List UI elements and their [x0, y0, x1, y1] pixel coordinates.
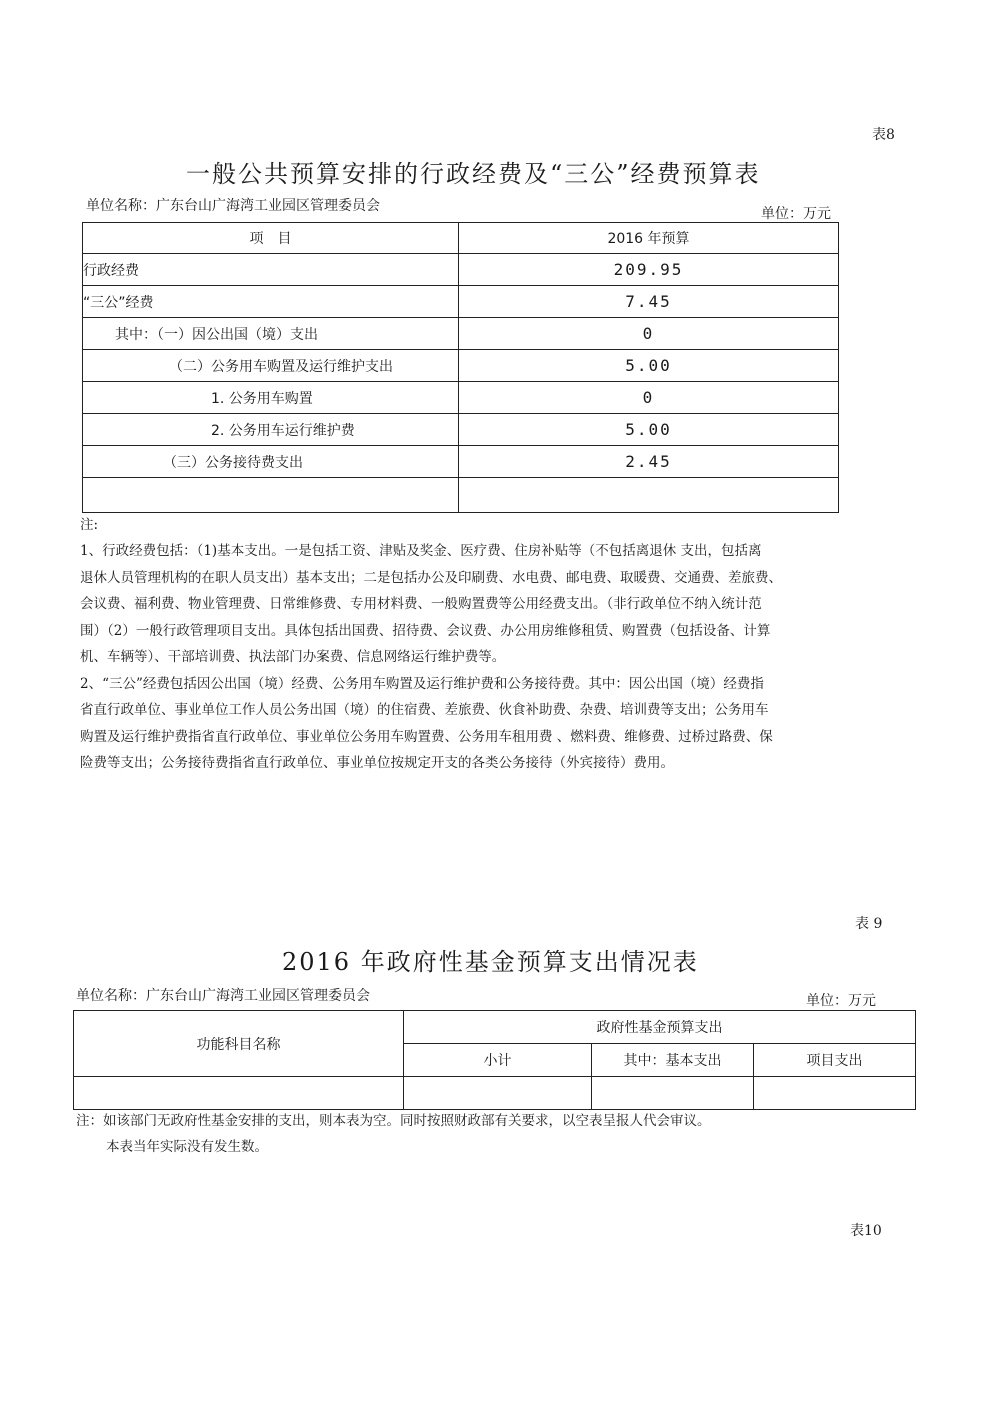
row-value: 209.95 — [459, 254, 839, 286]
row-label: （二）公务用车购置及运行维护支出 — [83, 350, 459, 382]
table8-unit-name: 单位名称：广东台山广海湾工业园区管理委员会 — [86, 198, 380, 214]
table9-header-project: 项目支出 — [754, 1044, 916, 1077]
row-label — [83, 478, 459, 513]
table-number-8: 表8 — [872, 127, 895, 143]
table-row — [83, 254, 839, 286]
row-label: 1. 公务用车购置 — [83, 382, 459, 414]
table-number-9: 表 9 — [855, 916, 883, 932]
table8-header-item: 项 目 — [83, 223, 459, 254]
table-row — [83, 318, 839, 350]
row-label: 行政经费 — [83, 254, 459, 286]
note-line: 1、行政经费包括：（1)基本支出。一是包括工资、津贴及奖金、医疗费、住房补贴等（不包括离退休 支出，包括离 — [80, 543, 762, 559]
note-line: 省直行政单位、事业单位工作人员公务出国（境）的住宿费、差旅费、伙食补助费、杂费、培训费等支出；公务用车 — [80, 702, 769, 718]
table9-header-subtotal: 小计 — [404, 1044, 592, 1077]
table9-note-2: 本表当年实际没有发生数。 — [106, 1139, 268, 1155]
table9-header-basic: 其中：基本支出 — [592, 1044, 754, 1077]
row-label: 其中：（一）因公出国（境）支出 — [83, 318, 459, 350]
table9-header-row-1 — [74, 1011, 916, 1044]
table9-cell — [754, 1077, 916, 1110]
table9-header-func: 功能科目名称 — [74, 1011, 404, 1077]
table8-notes — [80, 538, 782, 777]
table8-title: 一般公共预算安排的行政经费及“三公”经费预算表 — [186, 160, 761, 188]
row-label: “三公”经费 — [83, 286, 459, 318]
table9-unit: 单位：万元 — [806, 993, 876, 1009]
table-row — [83, 478, 839, 513]
row-value: 0 — [459, 318, 839, 350]
table-row — [83, 414, 839, 446]
row-value: 0 — [459, 382, 839, 414]
row-value: 5.00 — [459, 414, 839, 446]
table9-header-group: 政府性基金预算支出 — [404, 1011, 916, 1044]
table9-note-1: 注：如该部门无政府性基金安排的支出，则本表为空。同时按照财政部有关要求，以空表呈报人代会审议。 — [76, 1113, 711, 1129]
table-row — [83, 350, 839, 382]
table9-cell — [592, 1077, 754, 1110]
row-value: 5.00 — [459, 350, 839, 382]
note-line: 退休人员管理机构的在职人员支出）基本支出；二是包括办公及印刷费、水电费、邮电费、取暖费、交通费、差旅费、 — [80, 569, 782, 586]
note-line: 2、“三公”经费包括因公出国（境）经费、公务用车购置及运行维护费和公务接待费。其中：因公出国（境）经费指 — [80, 675, 764, 692]
table9-cell — [404, 1077, 592, 1110]
row-label: （三）公务接待费支出 — [83, 446, 459, 478]
note-line: 围）（2）一般行政管理项目支出。具体包括出国费、招待费、会议费、办公用房维修租赁、购置费（包括设备、计算 — [80, 622, 771, 639]
table9 — [73, 1010, 916, 1110]
row-value — [459, 478, 839, 513]
table-row — [74, 1077, 916, 1110]
table8-notes-title: 注: — [80, 517, 99, 533]
note-line: 会议费、福利费、物业管理费、日常维修费、专用材料费、一般购置费等公用经费支出。（非行政单位不纳入统计范 — [80, 596, 762, 612]
note-line: 机、车辆等）、干部培训费、执法部门办案费、信息网络运行维护费等。 — [80, 649, 506, 665]
table9-title: 2016 年政府性基金预算支出情况表 — [282, 948, 699, 976]
note-line: 购置及运行维护费指省直行政单位、事业单位公务用车购置费、公务用车租用费 、燃料费、维修费、过桥过路费、保 — [80, 728, 773, 745]
row-value: 7.45 — [459, 286, 839, 318]
row-value: 2.45 — [459, 446, 839, 478]
table8-header-row — [83, 223, 839, 254]
note-line: 险费等支出；公务接待费指省直行政单位、事业单位按规定开支的各类公务接待（外宾接待）费用。 — [80, 755, 674, 771]
table8 — [82, 222, 839, 513]
table-row — [83, 446, 839, 478]
row-label: 2. 公务用车运行维护费 — [83, 414, 459, 446]
table-row — [83, 382, 839, 414]
table9-unit-name: 单位名称：广东台山广海湾工业园区管理委员会 — [76, 988, 370, 1004]
table8-unit: 单位：万元 — [761, 206, 831, 222]
table9-cell — [74, 1077, 404, 1110]
table8-header-budget: 2016 年预算 — [459, 223, 839, 254]
table-row — [83, 286, 839, 318]
table-number-10: 表10 — [850, 1223, 882, 1239]
